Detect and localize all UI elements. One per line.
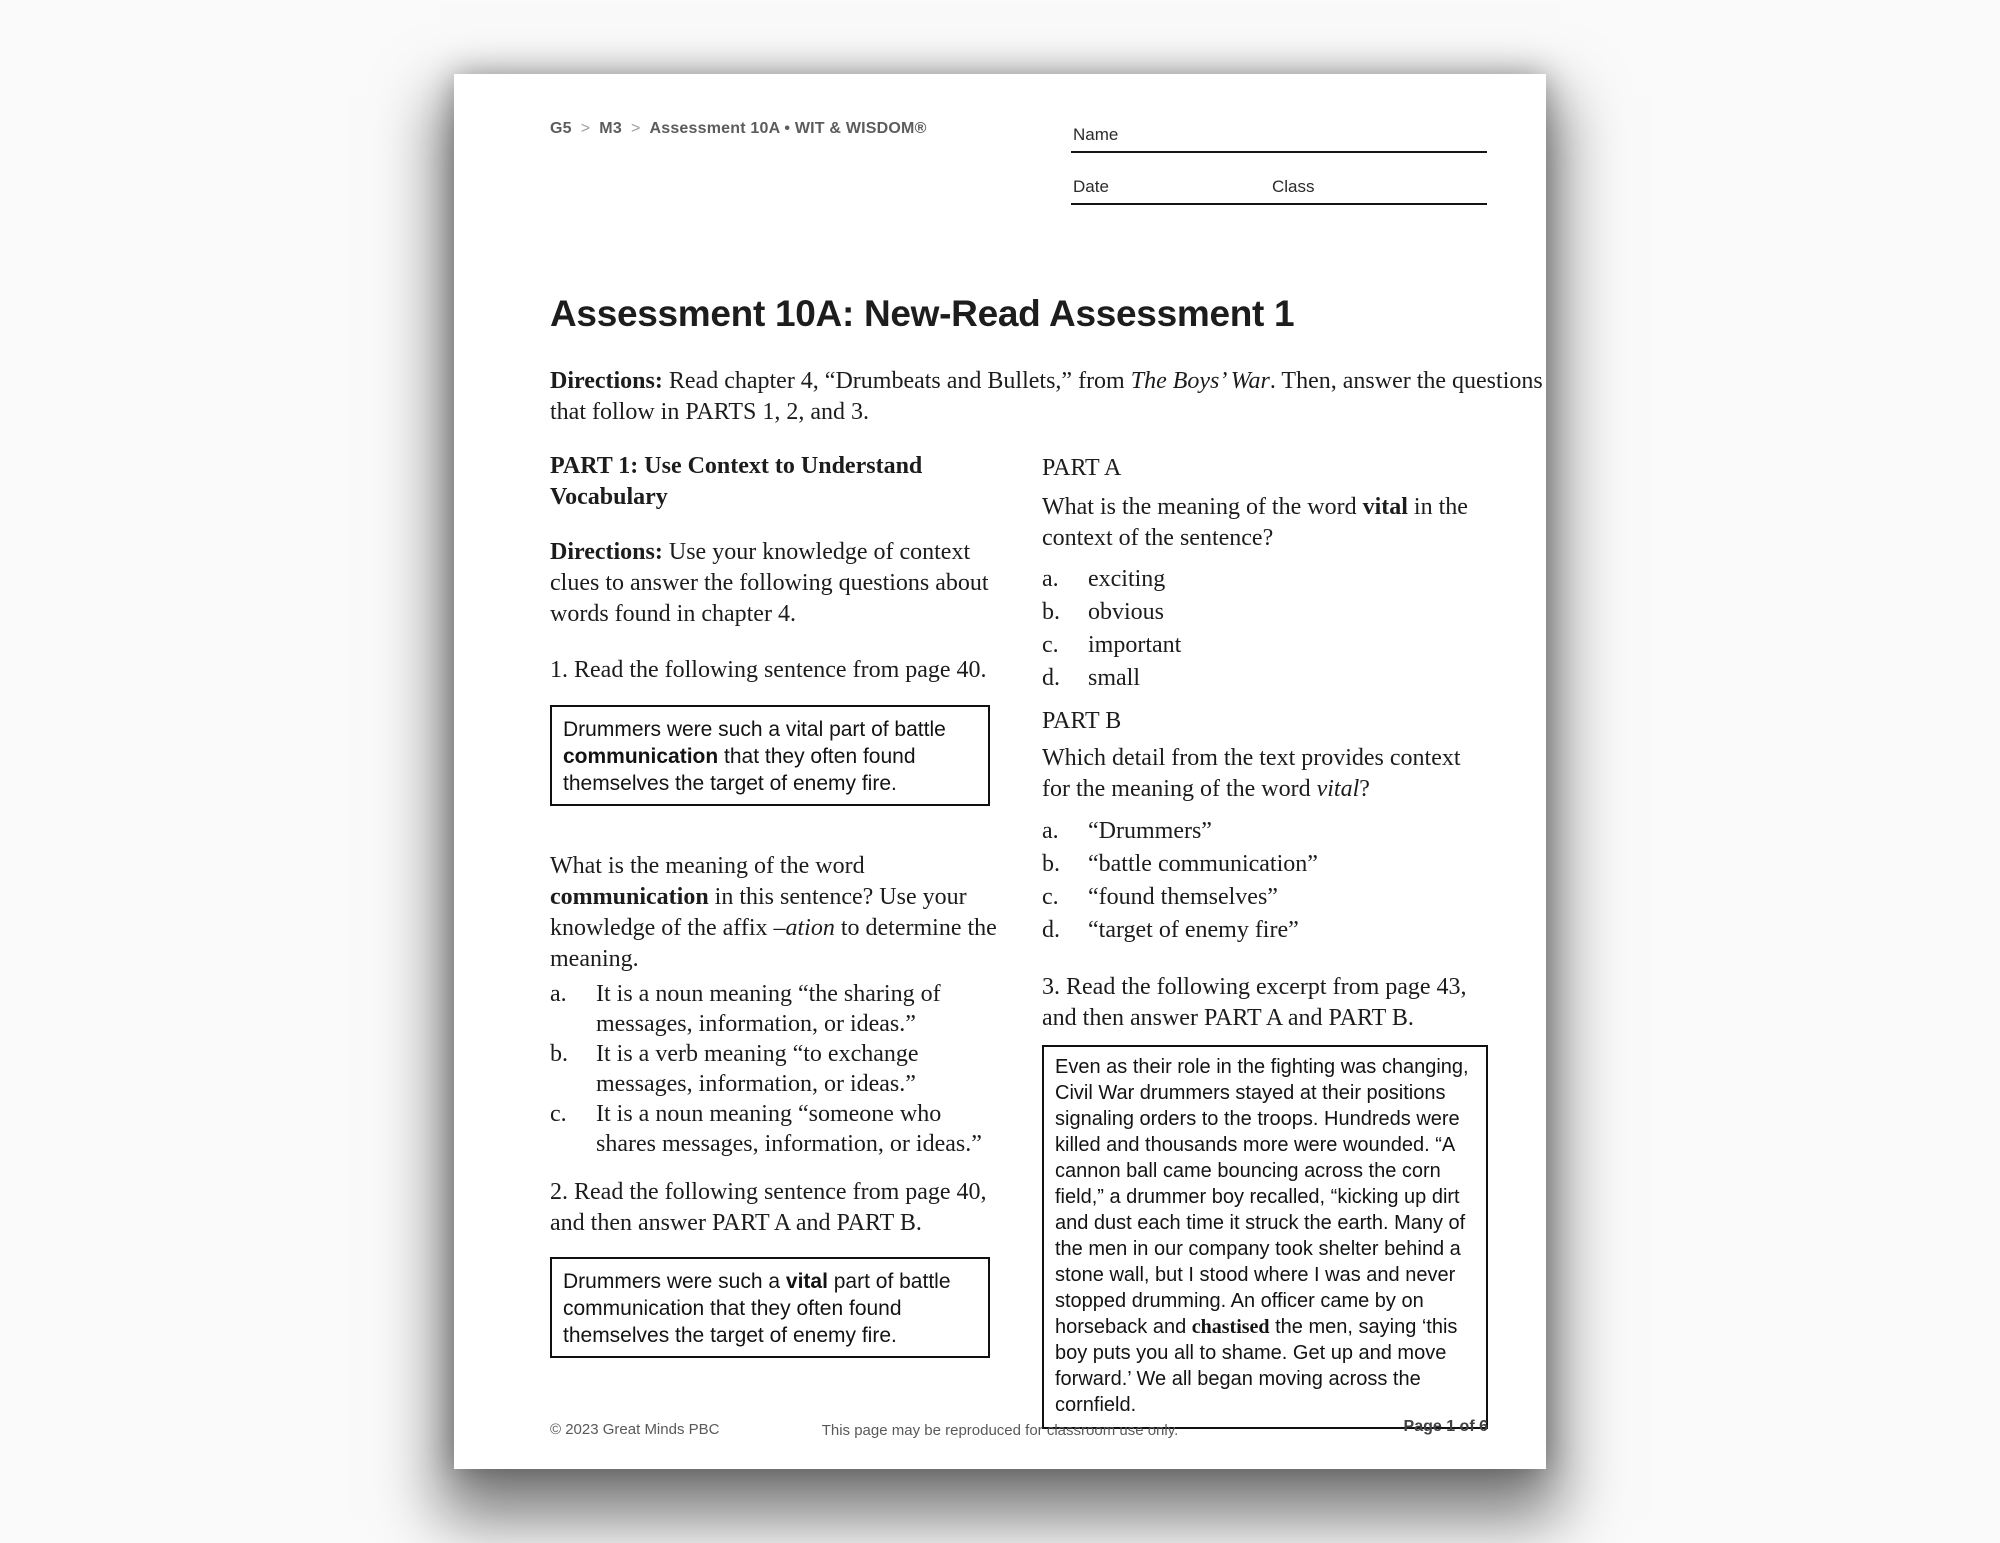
part-a-options xyxy=(1042,564,1488,694)
breadcrumb-item-module: M3 xyxy=(599,120,622,137)
name-field-line xyxy=(1071,121,1487,153)
option-row xyxy=(1042,915,1488,946)
option-letter: a. xyxy=(1042,818,1059,844)
option-letter: c. xyxy=(1042,884,1059,910)
part1-directions: Directions: Use your knowledge of context clues to answer the following questions about words found in chapter 4. xyxy=(550,539,989,627)
option-text: It is a noun meaning “the sharing of messages, information, or ideas.” xyxy=(596,981,941,1037)
option-letter: b. xyxy=(1042,599,1060,625)
part-b-label: PART B xyxy=(1042,708,1122,734)
class-field-label: Class xyxy=(1272,177,1315,196)
option-row xyxy=(550,1039,1002,1099)
option-row xyxy=(1042,816,1488,847)
option-letter: c. xyxy=(1042,632,1059,658)
option-text: “battle communication” xyxy=(1088,851,1318,877)
main-directions: Directions: Read chapter 4, “Drumbeats and Bullets,” from The Boys’ War. Then, answer the questions that follow in PARTS 1, 2, and 3. xyxy=(550,368,1543,425)
question-3-prompt: 3. Read the following excerpt from page 43, and then answer PART A and PART B. xyxy=(1042,974,1467,1031)
option-text: exciting xyxy=(1088,566,1166,592)
option-text: important xyxy=(1088,632,1182,658)
option-letter: a. xyxy=(1042,566,1059,592)
right-column xyxy=(1042,453,1488,1429)
question-1-prompt: 1. Read the following sentence from page 40. xyxy=(550,657,987,683)
option-letter: b. xyxy=(550,1041,568,1067)
name-field-label: Name xyxy=(1073,125,1119,144)
option-row xyxy=(1042,597,1488,628)
part-a-label: PART A xyxy=(1042,455,1122,481)
breadcrumb-item-grade: G5 xyxy=(550,120,572,137)
question-1-options xyxy=(550,979,1002,1159)
part-a-question: What is the meaning of the word vital in the context of the sentence? xyxy=(1042,494,1468,551)
breadcrumb xyxy=(550,120,927,138)
excerpt-box: Even as their role in the fighting was changing, Civil War drummers stayed at their positions signaling orders to the troops. Hundreds were killed and thousands more were wounded. “A cannon ball came bouncing across the corn field,” a drummer boy recalled, “kicking up dirt and dust each time it struck the earth. Many of the men in our company took shelter behind a stone wall, but I stood where I was and never stopped drumming. An officer came by on horseback and chastised the men, saying ‘this boy puts you all to shame. Get up and move forward.’ We all began moving across the cornfield. xyxy=(1042,1045,1488,1429)
option-row xyxy=(1042,564,1488,595)
student-info-fields xyxy=(1071,121,1487,205)
quote-box-communication: Drummers were such a vital part of battle communication that they often found themselves the target of enemy fire. xyxy=(550,705,990,806)
option-text: obvious xyxy=(1088,599,1165,625)
question-1-text: What is the meaning of the word communication in this sentence? Use your knowledge of the affix –ation to determine the meaning. xyxy=(550,853,997,972)
option-row xyxy=(1042,663,1488,694)
part-b-options xyxy=(1042,816,1488,946)
footer-page-number: Page 1 of 6 xyxy=(1403,1418,1488,1435)
chevron-right-icon: > xyxy=(580,120,591,137)
option-row xyxy=(550,979,1002,1039)
option-letter: a. xyxy=(550,981,567,1007)
left-column xyxy=(550,451,1002,1358)
question-2-prompt: 2. Read the following sentence from page 40, and then answer PART A and PART B. xyxy=(550,1179,987,1236)
document-page xyxy=(454,74,1546,1469)
footer-copyright: © 2023 Great Minds PBC xyxy=(550,1421,720,1438)
option-row xyxy=(1042,849,1488,880)
chevron-right-icon: > xyxy=(630,120,641,137)
option-row xyxy=(1042,882,1488,913)
option-text: small xyxy=(1088,665,1140,691)
breadcrumb-item-assessment: Assessment 10A • WIT & WISDOM® xyxy=(649,120,927,137)
option-row xyxy=(1042,630,1488,661)
option-text: It is a verb meaning “to exchange messages, information, or ideas.” xyxy=(596,1041,919,1097)
option-letter: d. xyxy=(1042,917,1060,943)
option-text: “Drummers” xyxy=(1088,818,1212,844)
page-title: Assessment 10A: New-Read Assessment 1 xyxy=(550,293,1295,334)
option-letter: b. xyxy=(1042,851,1060,877)
date-class-field-line xyxy=(1071,153,1487,205)
date-field-label: Date xyxy=(1073,177,1109,196)
option-letter: d. xyxy=(1042,665,1060,691)
option-text: “target of enemy fire” xyxy=(1088,917,1299,943)
part-b-question: Which detail from the text provides context for the meaning of the word vital? xyxy=(1042,745,1461,802)
option-text: It is a noun meaning “someone who shares messages, information, or ideas.” xyxy=(596,1101,982,1157)
quote-box-vital: Drummers were such a vital part of battle communication that they often found themselves the target of enemy fire. xyxy=(550,1257,990,1358)
option-text: “found themselves” xyxy=(1088,884,1278,910)
option-row xyxy=(550,1099,1002,1159)
option-letter: c. xyxy=(550,1101,567,1127)
part1-heading: PART 1: Use Context to Understand Vocabulary xyxy=(550,453,923,510)
footer-reproduction-notice: This page may be reproduced for classroom use only. xyxy=(821,1422,1179,1439)
